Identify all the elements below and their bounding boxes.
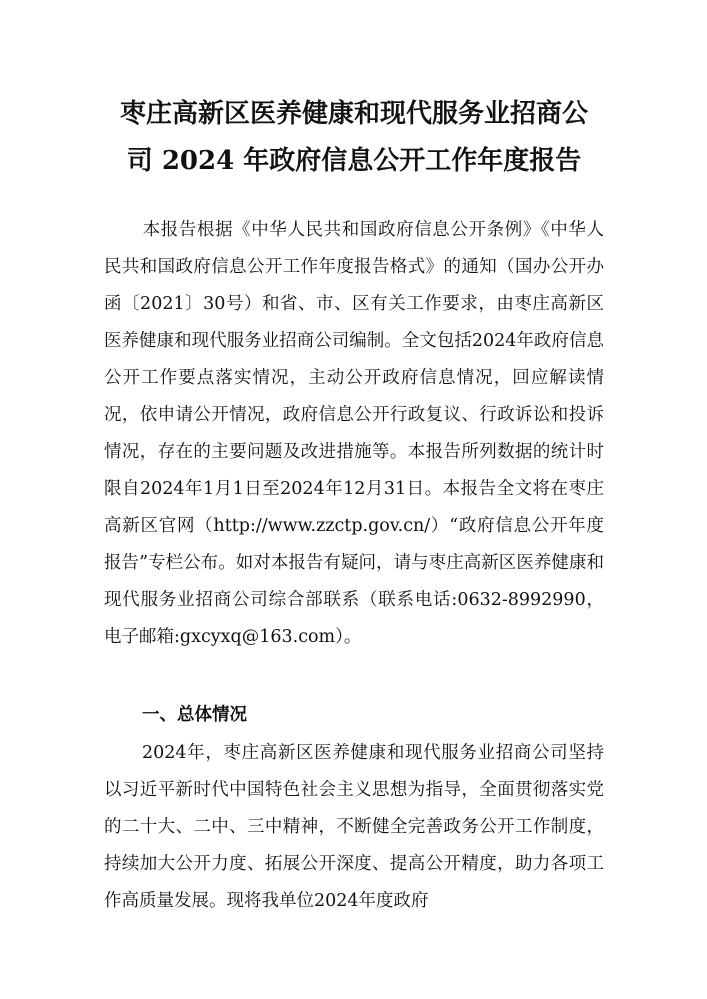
intro-paragraph-text: 本报告根据《中华人民共和国政府信息公开条例》《中华人民共和国政府信息公开工作年度报告格式》的通知（国办公开办函〔2021〕30号）和省、市、区有关工作要求，由枣庄高新区医养健康和现代服务业招商公司编制。全文包括2024年政府信息公开工作要点落实情况，主动公开政府信息情况，回应解读情况，依申请公开情况，政府信息公开行政复议、行政诉讼和投诉情况，存在的主要问题及改进措施等。本报告所列数据的统计时限自2024年1月1日至2024年12月31日。本报告全文将在枣庄高新区官网（http://www.zzctp.gov.cn/）“政府信息公开年度报告”专栏公布。如对本报告有疑问，请与枣庄高新区医养健康和现代服务业招商公司综合部联系（联系电话:0632-8992990，电子邮箱:gxcyxq@163.com）。 xyxy=(104,220,604,647)
section-1-heading: 一、总体情况 xyxy=(142,705,247,725)
section-1-paragraph xyxy=(104,735,604,920)
intro-paragraph xyxy=(104,212,604,656)
document-title-line-1: 枣庄高新区医养健康和现代服务业招商公 xyxy=(119,99,588,129)
document-title-line-2: 司 2024 年政府信息公开工作年度报告 xyxy=(126,146,582,176)
section-1-paragraph-text: 2024年，枣庄高新区医养健康和现代服务业招商公司坚持以习近平新时代中国特色社会主义思想为指导，全面贯彻落实党的二十大、二中、三中精神，不断健全完善政务公开工作制度，持续加大公开力度、拓展公开深度、提高公开精度，助力各项工作高质量发展。现将我单位2024年度政府 xyxy=(104,743,604,911)
